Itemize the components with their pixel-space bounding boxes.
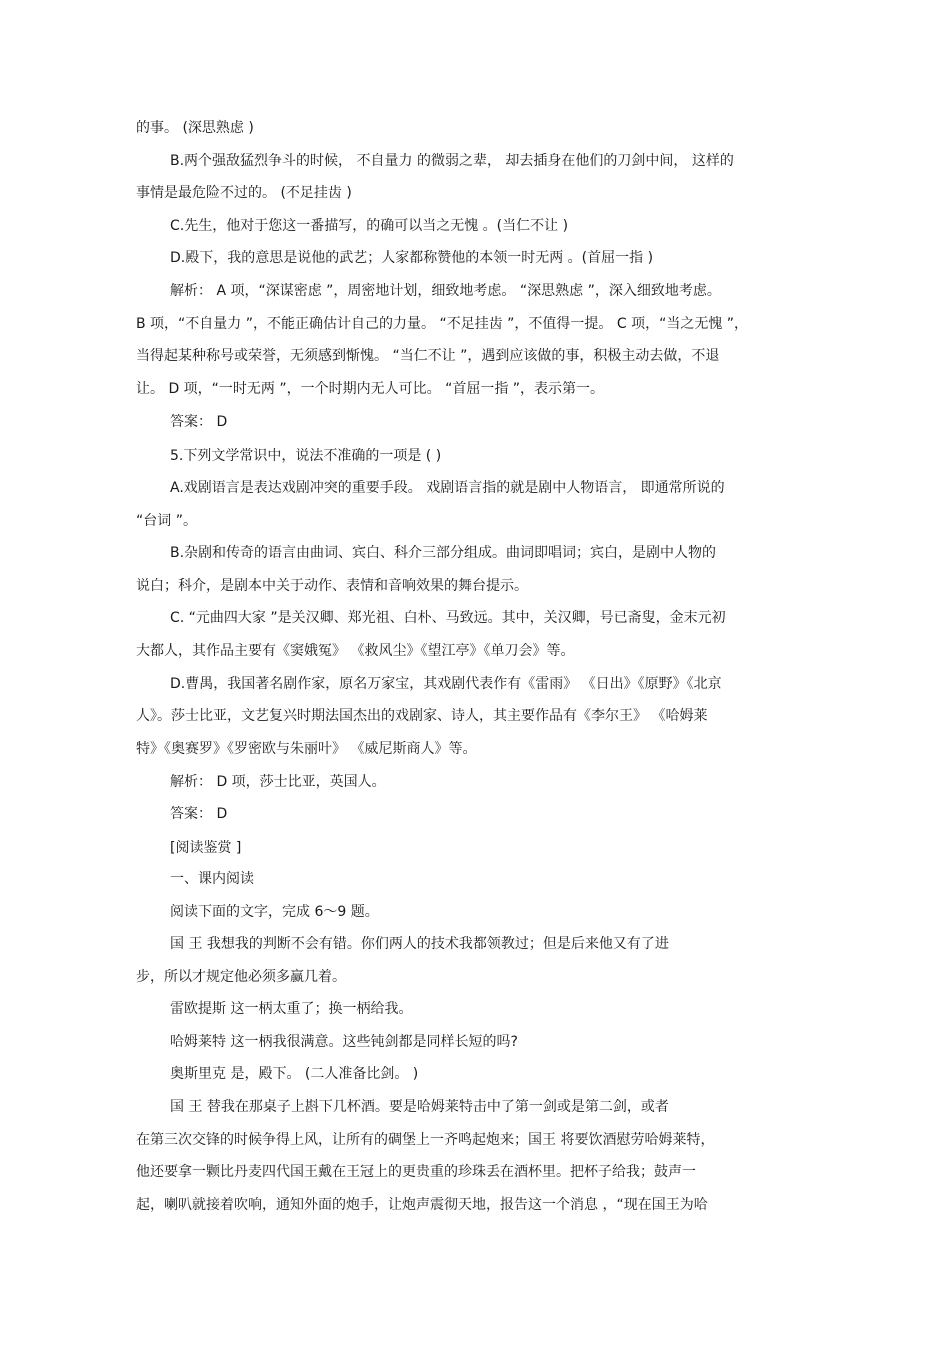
text-line: “台词 ”。	[136, 513, 197, 529]
text-line: 事情是最危险不过的。 (不足挂齿 )	[136, 185, 352, 201]
text-line: 解析： D 项，莎士比亚，英国人。	[170, 774, 386, 790]
text-line: B.两个强敌猛烈争斗的时候， 不自量力 的微弱之辈， 却去插身在他们的刀剑中间， 这样的	[170, 153, 734, 169]
text-line: 在第三次交锋的时候争得上风，让所有的碉堡上一齐鸣起炮来；国王 将要饮酒慰劳哈姆莱特，	[136, 1132, 715, 1148]
text-line: 5.下列文学常识中，说法不准确的一项是 ( )	[170, 448, 442, 464]
text-line: 阅读下面的文字，完成 6～9 题。	[170, 904, 379, 920]
text-line: 国 王 替我在那桌子上斟下几杯酒。要是哈姆莱特击中了第一剑或是第二剑，或者	[170, 1099, 669, 1115]
text-line: D.殿下，我的意思是说他的武艺；人家都称赞他的本领一时无两 。(首屈一指 )	[170, 250, 654, 266]
text-line: 说白；科介，是剧本中关于动作、表情和音响效果的舞台提示。	[136, 578, 528, 594]
text-line: 大都人，其作品主要有《窦娥冤》 《救风尘》《望江亭》《单刀会》等。	[136, 643, 575, 659]
text-line: D.曹禺，我国著名剧作家，原名万家宝，其戏剧代表作有《雷雨》 《日出》《原野》《北京	[170, 676, 722, 692]
text-line: 答案： D	[170, 806, 228, 822]
text-line: B 项，“不自量力 ”，不能正确估计自己的力量。 “不足挂齿 ”，不值得一提。 C 项，“当之无愧 ”，	[136, 316, 749, 332]
text-line: A.戏剧语言是表达戏剧冲突的重要手段。 戏剧语言指的就是剧中人物语言， 即通常所说的	[170, 480, 725, 496]
text-line: 哈姆莱特 这一柄我很满意。这些钝剑都是同样长短的吗?	[170, 1034, 518, 1050]
text-line: 一、课内阅读	[170, 871, 254, 887]
text-line: 步，所以才规定他必须多赢几着。	[136, 969, 346, 985]
text-line: 让。 D 项，“一时无两 ”，一个时期内无人可比。 “首屈一指 ”，表示第一。	[136, 381, 605, 397]
text-line: 奥斯里克 是，殿下。 (二人准备比剑。 )	[170, 1066, 419, 1082]
text-line: 答案： D	[170, 414, 228, 430]
text-line: [阅读鉴赏 ]	[170, 840, 242, 856]
text-line: 雷欧提斯 这一柄太重了；换一柄给我。	[170, 1001, 413, 1017]
text-line: 起，喇叭就接着吹响，通知外面的炮手，让炮声震彻天地，报告这一个消息 ，“现在国王为哈	[136, 1197, 708, 1213]
text-line: 当得起某种称号或荣誉，无须感到惭愧。 “当仁不让 ”，遇到应该做的事，积极主动去做，不退	[136, 348, 720, 364]
text-line: C. “元曲四大家 ”是关汉卿、郑光祖、白朴、马致远。其中，关汉卿，号已斋叟，金末元初	[170, 610, 726, 626]
text-line: 解析： A 项，“深谋密虑 ”，周密地计划，细致地考虑。 “深思熟虑 ”，深入细致地考虑。	[170, 283, 721, 299]
text-line: 的事。 (深思熟虑 )	[136, 120, 254, 136]
text-line: 他还要拿一颗比丹麦四代国王戴在王冠上的更贵重的珍珠丢在酒杯里。把杯子给我；鼓声一	[136, 1164, 696, 1180]
text-line: 人》。莎士比亚，文艺复兴时期法国杰出的戏剧家、诗人，其主要作品有《李尔王》 《哈姆莱	[136, 708, 708, 724]
text-line: B.杂剧和传奇的语言由曲词、宾白、科介三部分组成。曲词即唱词；宾白，是剧中人物的	[170, 545, 717, 561]
text-line: 特》《奥赛罗》《罗密欧与朱丽叶》 《威尼斯商人》等。	[136, 741, 477, 757]
text-line: 国 王 我想我的判断不会有错。你们两人的技术我都领教过；但是后来他又有了进	[170, 936, 669, 952]
text-line: C.先生，他对于您这一番描写，的确可以当之无愧 。(当仁不让 )	[170, 218, 569, 234]
